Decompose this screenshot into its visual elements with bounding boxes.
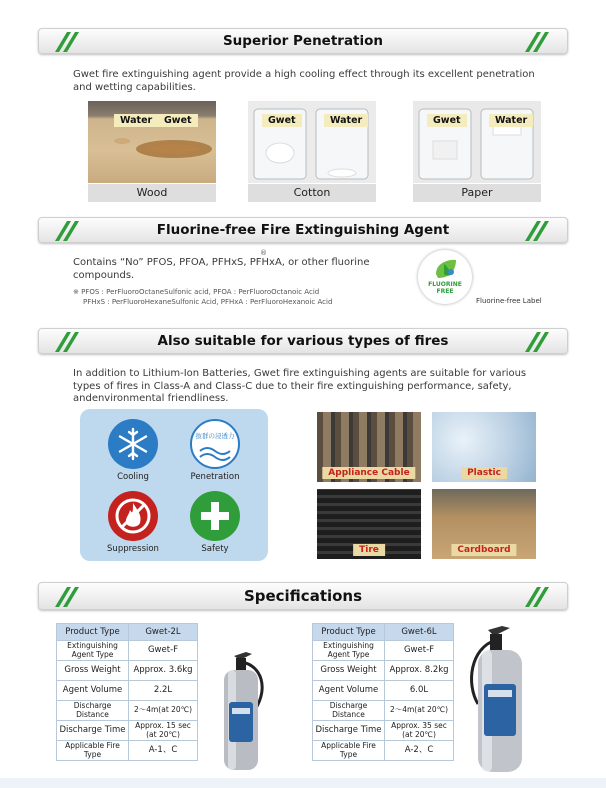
section-title: Superior Penetration: [222, 33, 384, 49]
spec-value: A-1、C: [129, 741, 198, 761]
logo-caption: Fluorine-free Label: [476, 297, 542, 305]
page-footer-strip: [0, 778, 606, 788]
fluorine-text: Contains “No” PFOS, PFOA, PFHxS, PFHxA, or other fluorine compounds.: [73, 257, 370, 281]
spec-value: Gwet-F: [129, 641, 198, 661]
safety-cross-icon: [190, 491, 240, 541]
extinguisher-6l-image: [462, 624, 534, 774]
photo-tag-left: Water: [114, 114, 158, 127]
scene-label: Cardboard: [451, 544, 516, 556]
section-title: Specifications: [243, 587, 363, 605]
spec-value: Approx. 35 sec (at 20℃): [385, 721, 454, 741]
scene-label: Tire: [353, 544, 385, 556]
spec-value: Approx. 15 sec (at 20℃): [129, 721, 198, 741]
extinguisher-2l-image: [212, 648, 274, 774]
spec-key: Agent Volume: [313, 681, 385, 701]
feature-label: Suppression: [107, 544, 159, 554]
spec-key: Agent Volume: [57, 681, 129, 701]
spec-table-6l: [312, 623, 454, 761]
spec-value: 6.0L: [385, 681, 454, 701]
fire-suppression-icon: [108, 491, 158, 541]
tire-photo: [317, 489, 421, 559]
photo-caption-cotton: Cotton: [248, 184, 376, 202]
logo-text-2: FREE: [436, 288, 454, 295]
photo-tag-left: Gwet: [262, 114, 302, 127]
photo-tag-right: Gwet: [158, 114, 198, 127]
green-stripes-icon: [55, 332, 81, 352]
registered-mark: ®: [260, 249, 267, 257]
appliance-cable-photo: [317, 412, 421, 482]
fluorine-note-2: PFHxS : PerFluoroHexaneSulfonic Acid, PFHxA : PerFluoroHexanoic Acid: [83, 298, 333, 306]
spec-key: Extinguishing Agent Type: [57, 641, 129, 661]
fluorine-note-1: ※ PFOS : PerFluoroOctaneSulfonic acid, PFOA : PerFluoroOctanoic Acid: [73, 288, 320, 296]
spec-value: Approx. 8.2kg: [385, 661, 454, 681]
cotton-photo: [248, 101, 376, 183]
spec-key: Gross Weight: [313, 661, 385, 681]
cardboard-photo: [432, 489, 536, 559]
section-banner-fires: [38, 328, 568, 354]
features-panel: [80, 409, 268, 561]
section-banner-fluorine: [38, 217, 568, 243]
feature-label: Cooling: [117, 472, 149, 482]
penetration-description: Gwet fire extinguishing agent provide a high cooling effect through its excellent penetration and wetting capabilities.: [73, 69, 535, 93]
spec-value: Gwet-6L: [385, 624, 454, 641]
photo-caption-paper: Paper: [413, 184, 541, 202]
spec-key: Applicable Fire Type: [57, 741, 129, 761]
scene-label: Appliance Cable: [322, 467, 415, 479]
paper-photo: [413, 101, 541, 183]
plastic-photo: [432, 412, 536, 482]
photo-tag-left: Gwet: [427, 114, 467, 127]
green-stripes-icon: [525, 32, 551, 52]
spec-value: Approx. 3.6kg: [129, 661, 198, 681]
fluorine-free-logo: [418, 250, 472, 304]
spec-key: Discharge Time: [57, 721, 129, 741]
fires-description: In addition to Lithium-Ion Batteries, Gwet fire extinguishing agents are suitable for various types of fires in Class-A and Class-C due to their fire extinguishing performance, safety, andenvironmental friendliness.: [73, 368, 527, 404]
spec-key: Discharge Distance: [313, 701, 385, 721]
photo-tag-right: Water: [489, 114, 533, 127]
photo-tag-right: Water: [324, 114, 368, 127]
penetration-icon-text: 抜群の浸透力: [195, 432, 235, 440]
green-stripes-icon: [525, 332, 551, 352]
scene-label: Plastic: [461, 467, 507, 479]
spec-value: 2.2L: [129, 681, 198, 701]
green-stripes-icon: [55, 587, 81, 607]
spec-key: Product Type: [313, 624, 385, 641]
spec-value: A-2、C: [385, 741, 454, 761]
penetration-icon: [190, 419, 240, 469]
section-title: Fluorine-free Fire Extinguishing Agent: [156, 222, 450, 238]
leaf-icon: [418, 250, 472, 304]
spec-key: Extinguishing Agent Type: [313, 641, 385, 661]
feature-label: Safety: [201, 544, 229, 554]
spec-table-2l: [56, 623, 198, 761]
spec-key: Product Type: [57, 624, 129, 641]
section-banner-penetration: [38, 28, 568, 54]
green-stripes-icon: [55, 32, 81, 52]
green-stripes-icon: [55, 221, 81, 241]
spec-key: Discharge Time: [313, 721, 385, 741]
fluorine-description: [73, 257, 413, 282]
green-stripes-icon: [525, 587, 551, 607]
logo-text-1: FLUORINE: [428, 281, 462, 288]
section-title: Also suitable for various types of fires: [157, 333, 449, 349]
spec-value: Gwet-F: [385, 641, 454, 661]
photo-caption-wood: Wood: [88, 184, 216, 202]
spec-key: Applicable Fire Type: [313, 741, 385, 761]
green-stripes-icon: [525, 221, 551, 241]
spec-value: 2〜4m(at 20℃): [385, 701, 454, 721]
feature-label: Penetration: [190, 472, 240, 482]
spec-value: 2〜4m(at 20℃): [129, 701, 198, 721]
spec-value: Gwet-2L: [129, 624, 198, 641]
spec-key: Gross Weight: [57, 661, 129, 681]
wood-photo: [88, 101, 216, 183]
snowflake-icon: [108, 419, 158, 469]
spec-key: Discharge Distance: [57, 701, 129, 721]
section-banner-specs: [38, 582, 568, 610]
